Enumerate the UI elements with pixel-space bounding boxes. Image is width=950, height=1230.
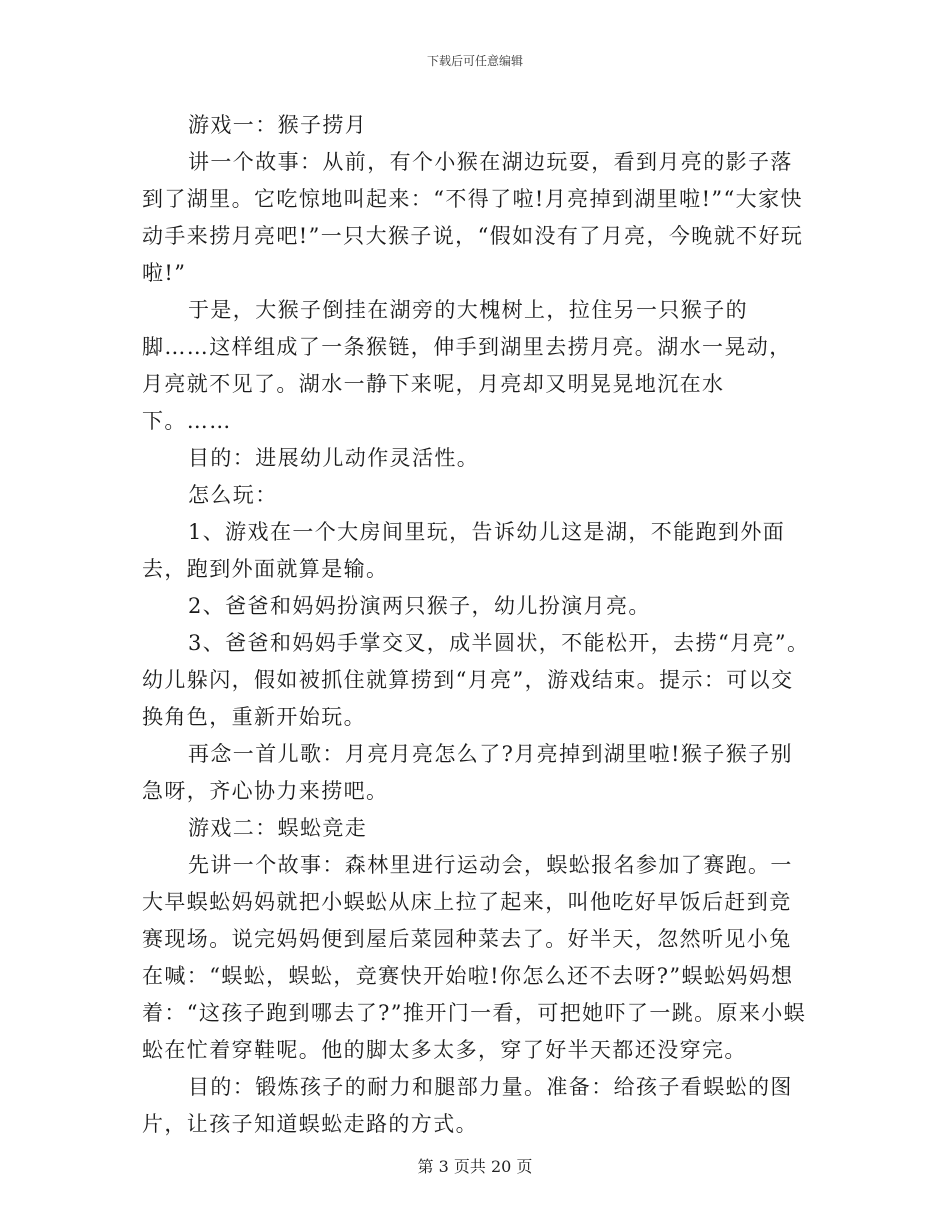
rhyme-paragraph: 再念一首儿歌：月亮月亮怎么了?月亮掉到湖里啦!猴子猴子别急呀，齐心协力来捞吧。	[142, 742, 793, 803]
step-paragraph: 1、游戏在一个大房间里玩，告诉幼儿这是湖，不能跑到外面去，跑到外面就算是输。	[142, 520, 786, 581]
step-paragraph: 2、爸爸和妈妈扮演两只猴子，幼儿扮演月亮。	[188, 594, 651, 618]
purpose-paragraph: 目的：锻炼孩子的耐力和腿部力量。准备：给孩子看蜈蚣的图片，让孩子知道蜈蚣走路的方式。	[142, 1075, 793, 1136]
step-paragraph: 3、爸爸和妈妈手掌交叉，成半圆状，不能松开，去捞“月亮”。幼儿躲闪，假如被抓住就算捞到“月亮”，游戏结束。提示：可以交换角色，重新开始玩。	[142, 631, 810, 729]
story-paragraph: 于是，大猴子倒挂在湖旁的大槐树上，拉住另一只猴子的脚……这样组成了一条猴链，伸手到湖里去捞月亮。湖水一晃动，月亮就不见了。湖水一静下来呢，月亮却又明晃晃地沉在水下。……	[142, 298, 792, 433]
purpose-paragraph: 目的：进展幼儿动作灵活性。	[188, 446, 480, 470]
page-number: 第 3 页共 20 页	[417, 1157, 533, 1176]
section-heading-game-1: 游戏一：猴子捞月	[188, 113, 368, 137]
story-paragraph: 先讲一个故事：森林里进行运动会，蜈蚣报名参加了赛跑。一大早蜈蚣妈妈就把小蜈蚣从床上拉了起来，叫他吃好早饭后赶到竞赛现场。说完妈妈便到屋后菜园种菜去了。好半天，忽然听见小兔在喊：“蜈蚣，蜈蚣，竞赛快开始啦!你怎么还不去呀?”蜈蚣妈妈想着：“这孩子跑到哪去了?”推开门一看，可把她吓了一跳。原来小蜈蚣在忙着穿鞋呢。他的脚太多太多，穿了好半天都还没穿完。	[142, 853, 807, 1062]
section-heading-game-2: 游戏二：蜈蚣竞走	[188, 816, 368, 840]
document-body	[142, 107, 810, 1143]
page-header: 下载后可任意编辑	[426, 54, 523, 68]
how-to-play-heading: 怎么玩：	[188, 483, 278, 507]
story-paragraph: 讲一个故事：从前，有个小猴在湖边玩耍，看到月亮的影子落到了湖里。它吃惊地叫起来：“不得了啦!月亮掉到湖里啦!”“大家快动手来捞月亮吧!”一只大猴子说，“假如没有了月亮，今晚就不好玩啦!”	[142, 150, 804, 285]
